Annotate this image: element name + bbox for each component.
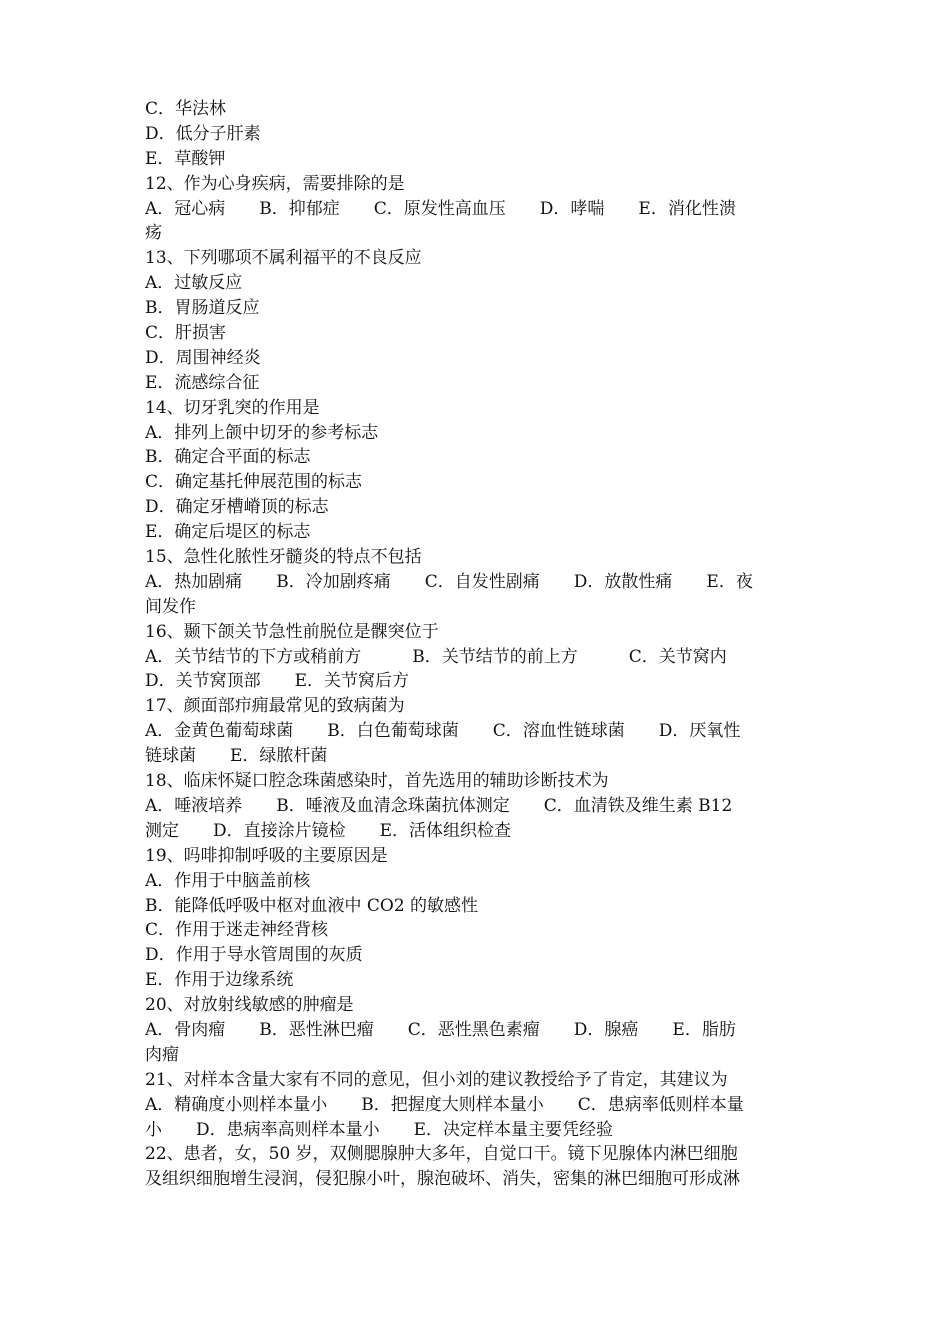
text-line: E．确定后堤区的标志: [145, 522, 311, 543]
text-line: C．确定基托伸展范围的标志: [145, 472, 363, 493]
text-line: A．过敏反应: [145, 273, 243, 294]
text-line: 肉瘤: [145, 1044, 179, 1065]
text-line: A．精确度小则样本量小 B．把握度大则样本量小 C．患病率低则样本量: [145, 1094, 744, 1115]
text-line: A．唾液培养 B．唾液及血清念珠菌抗体测定 C．血清铁及维生素 B12: [145, 795, 733, 816]
text-line: A．作用于中脑盖前核: [145, 870, 311, 891]
text-line: B．能降低呼吸中枢对血液中 CO2 的敏感性: [145, 895, 479, 916]
question-15: 15、急性化脓性牙髓炎的特点不包括: [145, 547, 422, 568]
text-line: C．肝损害: [145, 323, 227, 344]
question-17: 17、颜面部疖痈最常见的致病菌为: [145, 696, 405, 717]
text-line: C．华法林: [145, 99, 227, 119]
text-line: 疡: [145, 223, 162, 244]
question-22: 22、患者，女，50 岁，双侧腮腺肿大多年，自觉口干。镜下见腺体内淋巴细胞: [145, 1144, 738, 1165]
text-line: A．排列上颌中切牙的参考标志: [145, 422, 379, 443]
text-line: E．草酸钾: [145, 148, 226, 169]
question-13: 13、下列哪项不属利福平的不良反应: [145, 248, 422, 269]
text-line: D．确定牙槽嵴顶的标志: [145, 497, 329, 518]
text-line: D．关节窝顶部 E．关节窝后方: [145, 671, 410, 692]
text-line: A．冠心病 B．抑郁症 C．原发性高血压 D．哮喘 E．消化性溃: [145, 198, 736, 219]
text-line: A．金黄色葡萄球菌 B．白色葡萄球菌 C．溶血性链球菌 D．厌氧性: [145, 721, 741, 742]
text-line: A．热加剧痛 B．冷加剧疼痛 C．自发性剧痛 D．放散性痛 E．夜: [145, 571, 753, 592]
text-line: E．作用于边缘系统: [145, 970, 294, 991]
text-line: B．胃肠道反应: [145, 298, 260, 319]
document-body: [145, 97, 815, 1192]
question-18: 18、临床怀疑口腔念珠菌感染时，首先选用的辅助诊断技术为: [145, 771, 609, 792]
question-12: 12、作为心身疾病，需要排除的是: [145, 173, 405, 194]
text-line: 及组织细胞增生浸润，侵犯腺小叶，腺泡破坏、消失，密集的淋巴细胞可形成淋: [145, 1169, 740, 1190]
text-line: D．周围神经炎: [145, 347, 261, 368]
question-20: 20、对放射线敏感的肿瘤是: [145, 995, 354, 1016]
question-16: 16、颞下颌关节急性前脱位是髁突位于: [145, 621, 439, 642]
text-line: A．骨肉瘤 B．恶性淋巴瘤 C．恶性黑色素瘤 D．腺癌 E．脂肪: [145, 1019, 736, 1040]
question-21: 21、对样本含量大家有不同的意见，但小刘的建议教授给予了肯定，其建议为: [145, 1069, 728, 1090]
text-line: 间发作: [145, 596, 196, 617]
question-14: 14、切牙乳突的作用是: [145, 397, 320, 418]
text-line: D．作用于导水管周围的灰质: [145, 945, 363, 966]
text-line: 测定 D．直接涂片镜检 E．活体组织检查: [145, 820, 512, 841]
text-line: B．确定合平面的标志: [145, 447, 311, 468]
text-line: 链球菌 E．绿脓杆菌: [145, 746, 328, 767]
text-line: E．流感综合征: [145, 372, 260, 393]
text-line: D．低分子肝素: [145, 123, 261, 144]
text-line: A．关节结节的下方或稍前方 B．关节结节的前上方 C．关节窝内: [145, 646, 727, 667]
question-19: 19、吗啡抑制呼吸的主要原因是: [145, 845, 388, 866]
text-line: C．作用于迷走神经背核: [145, 920, 329, 941]
text-line: 小 D．患病率高则样本量小 E．决定样本量主要凭经验: [145, 1119, 614, 1140]
